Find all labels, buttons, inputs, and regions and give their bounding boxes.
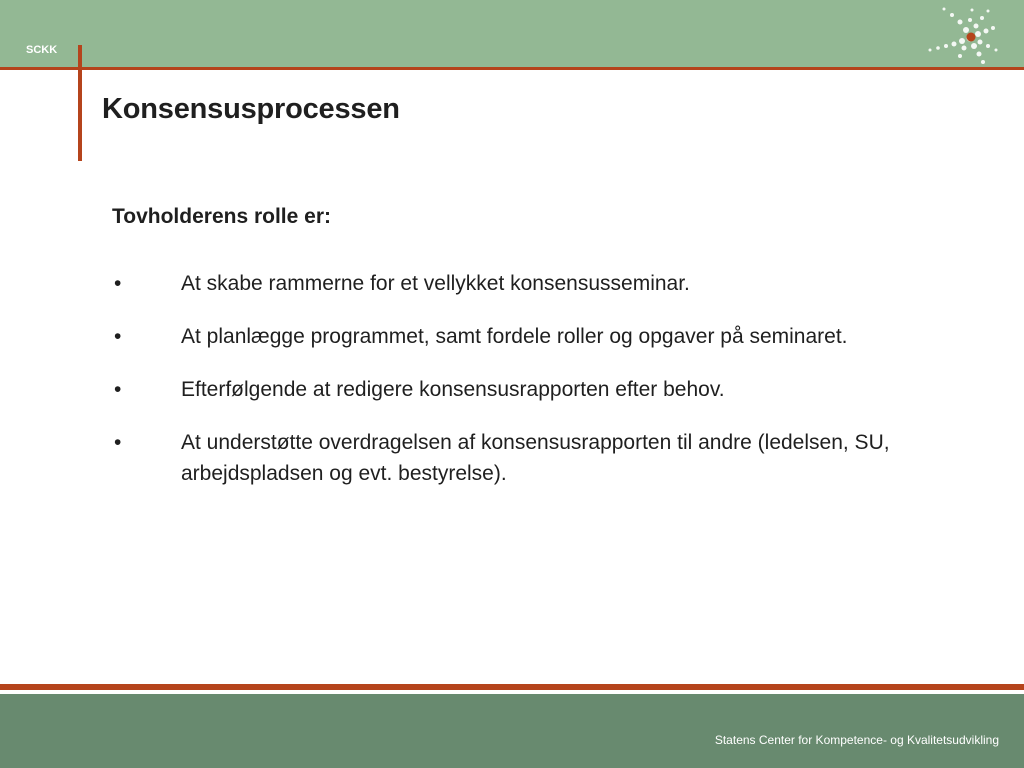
bullet-marker: • [114, 378, 122, 401]
footer-text: Statens Center for Kompetence- og Kvalitetsudvikling [714, 733, 999, 747]
bullet-item [112, 268, 912, 299]
bullet-item [112, 321, 912, 352]
bullet-list [112, 268, 912, 511]
bullet-text: Efterfølgende at redigere konsensusrapporten efter behov. [181, 378, 725, 401]
slide-title: Konsensusprocessen [102, 93, 400, 125]
header-band [0, 0, 1024, 67]
bullet-marker: • [114, 431, 122, 454]
footer-accent-line [0, 684, 1024, 690]
bullet-marker: • [114, 272, 122, 295]
bullet-text: At understøtte overdragelsen af konsensusrapporten til andre (ledelsen, SU, arbejdspladsen og evt. bestyrelse). [181, 431, 890, 485]
brand-label: SCKK [26, 44, 58, 56]
header-accent-line [0, 67, 1024, 70]
starburst-logo-icon [918, 4, 1002, 68]
footer-band [0, 694, 1024, 768]
bullet-text: At planlægge programmet, samt fordele roller og opgaver på seminaret. [181, 325, 848, 348]
bullet-item [112, 374, 912, 405]
slide-subtitle: Tovholderens rolle er: [112, 205, 331, 228]
vertical-accent-line [78, 45, 82, 161]
bullet-marker: • [114, 325, 122, 348]
bullet-item [112, 427, 912, 489]
bullet-text: At skabe rammerne for et vellykket konsensusseminar. [181, 272, 690, 295]
